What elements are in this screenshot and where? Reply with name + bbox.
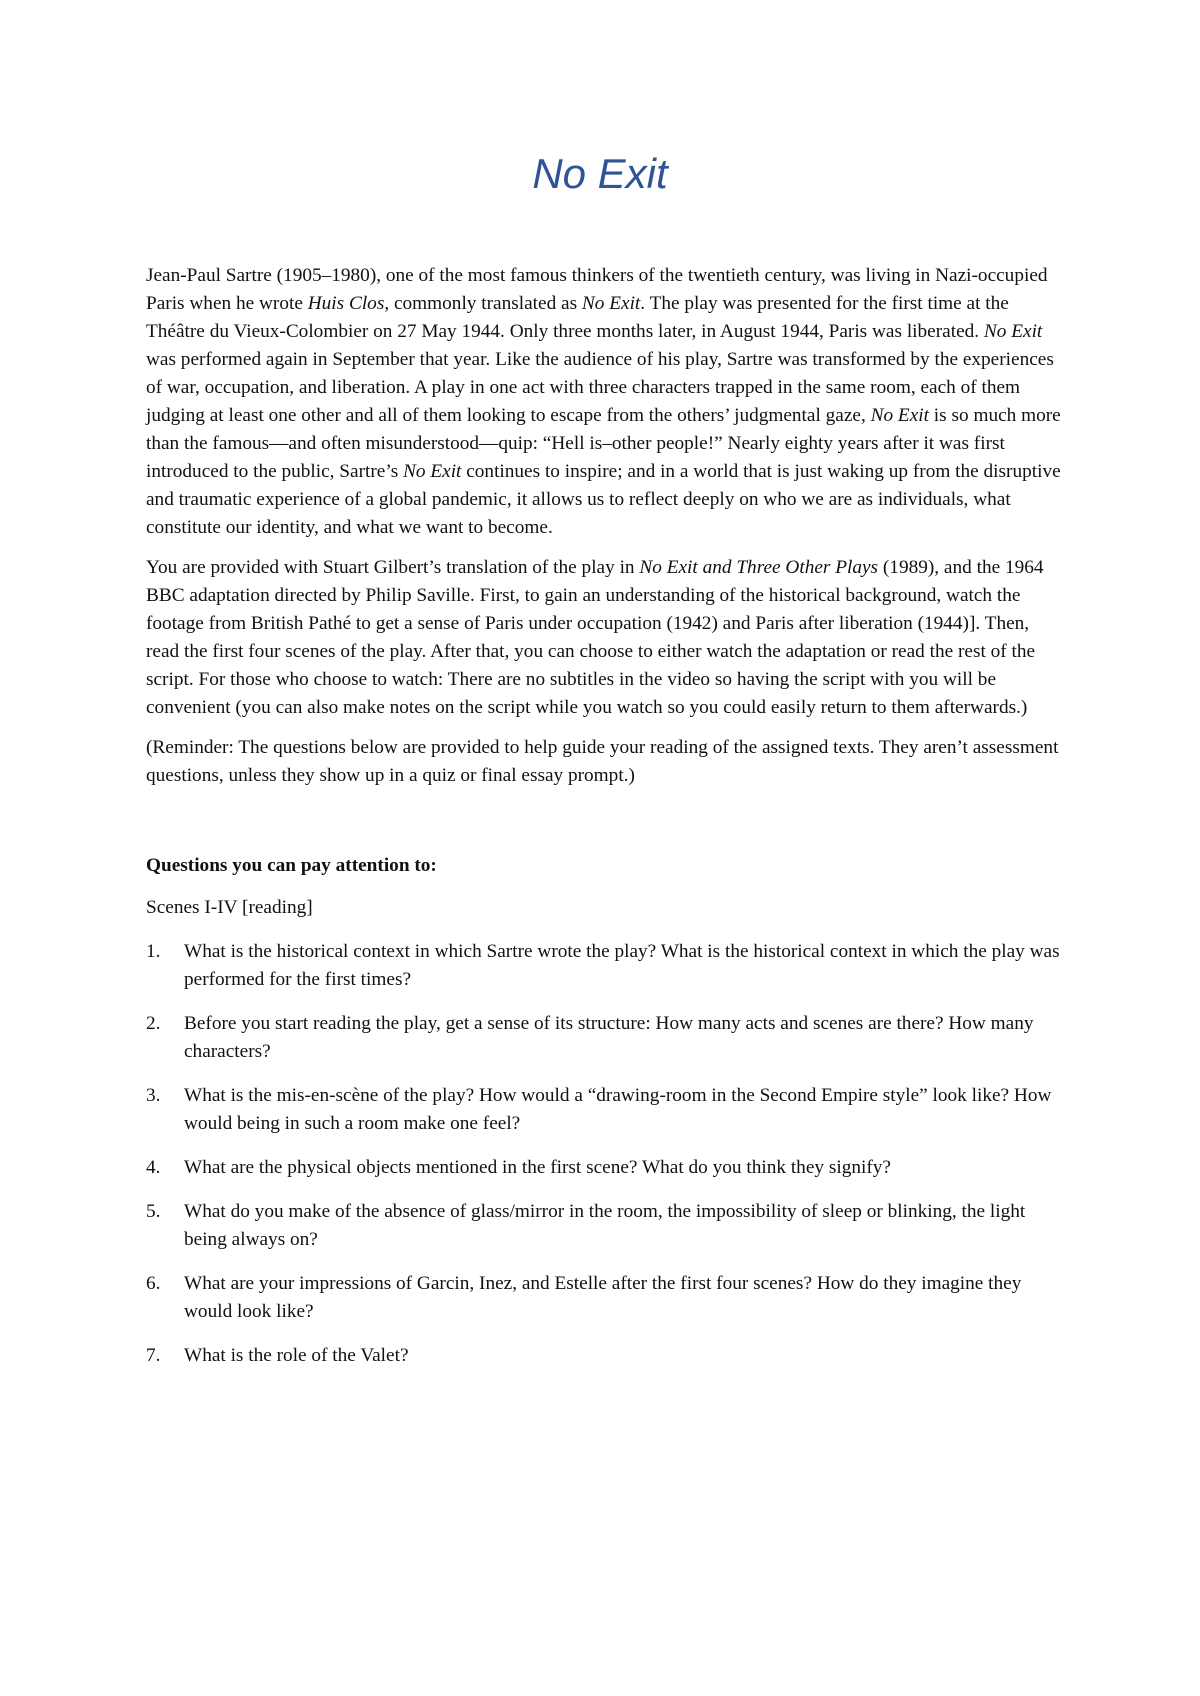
intro-text: You are provided with Stuart Gilbert’s translation of the play in: [146, 557, 640, 578]
questions-heading: Questions you can pay attention to:: [146, 855, 437, 876]
question-item: [146, 1270, 1066, 1326]
question-number: 3.: [146, 1085, 161, 1106]
intro-text: Jean-Paul Sartre (1905–1980), one of the most famous thinkers of the twentieth century, was living in Nazi-occupied Paris when he wrote: [146, 265, 1048, 314]
play-title-italic: No Exit: [870, 405, 929, 426]
question-text: What are the physical objects mentioned in the first scene? What do you think they signify?: [184, 1157, 891, 1178]
question-text: What is the historical context in which Sartre wrote the play? What is the historical context in which the play was performed for the first times?: [184, 941, 1060, 990]
question-item: [146, 1010, 1066, 1066]
intro-text: was performed again in September that year. Like the audience of his play, Sartre was transformed by the experiences of war, occupation, and liberation. A play in one act with three characters trapped in the same room, each of them judging at least one other and all of them looking to escape from the others’ judgmental gaze,: [146, 349, 1054, 426]
question-text: What are your impressions of Garcin, Inez, and Estelle after the first four scenes? How do they imagine they would look like?: [184, 1273, 1022, 1322]
question-item: [146, 1082, 1066, 1138]
question-text: What is the role of the Valet?: [184, 1345, 409, 1366]
document-body: [146, 262, 1066, 1386]
question-text: Before you start reading the play, get a sense of its structure: How many acts and scenes are there? How many characters?: [184, 1013, 1034, 1062]
question-number: 7.: [146, 1345, 161, 1366]
intro-text: continues to inspire; and in a world that is just waking up from the disruptive and traumatic experience of a global pandemic, it allows us to reflect deeply on who we are as individuals, what constitute our identity, and what we want to become.: [146, 461, 1061, 538]
reminder-paragraph: (Reminder: The questions below are provided to help guide your reading of the assigned texts. They aren’t assessment questions, unless they show up in a quiz or final essay prompt.): [146, 737, 1059, 786]
intro-paragraph-1: [146, 262, 1066, 542]
play-title-italic: Huis Clos: [307, 293, 385, 314]
intro-text: (1989), and the 1964 BBC adaptation directed by Philip Saville. First, to gain an understanding of the historical background, watch the footage from British Pathé to get a sense of Paris under occupation (1942) and Paris after liberation (1944)]. Then, read the first four scenes of the play. After that, you can choose to either watch the adaptation or read the rest of the script. For those who choose to watch: There are no subtitles in the video so having the script with you will be convenient (you can also make notes on the script while you watch so you could easily return to them afterwards.): [146, 557, 1044, 718]
play-title-italic: No Exit: [983, 321, 1043, 342]
play-title-italic: No Exit: [581, 293, 641, 314]
scene-label: Scenes I-IV [reading]: [146, 897, 313, 918]
question-item: [146, 1154, 1066, 1182]
question-number: 1.: [146, 941, 161, 962]
intro-text: . The play was presented for the first time at the Théâtre du Vieux-Colombier on 27 May 1944. Only three months later, in August 1944, Paris was liberated.: [146, 293, 1009, 342]
intro-text: , commonly translated as: [384, 293, 582, 314]
questions-list: [146, 938, 1066, 1370]
question-number: 5.: [146, 1201, 161, 1222]
intro-paragraph-2: [146, 554, 1066, 722]
document-title: No Exit: [532, 150, 668, 197]
question-number: 2.: [146, 1013, 161, 1034]
question-number: 4.: [146, 1157, 161, 1178]
question-text: What is the mis-en-scène of the play? How would a “drawing-room in the Second Empire style” look like? How would being in such a room make one feel?: [184, 1085, 1052, 1134]
question-item: [146, 1198, 1066, 1254]
question-text: What do you make of the absence of glass/mirror in the room, the impossibility of sleep or blinking, the light being always on?: [184, 1201, 1026, 1250]
intro-text: is so much more than the famous—and often misunderstood—quip: “Hell is–other people!” Nearly eighty years after it was first introduced to the public, Sartre’s: [146, 405, 1061, 482]
question-number: 6.: [146, 1273, 161, 1294]
play-title-italic: No Exit: [403, 461, 462, 482]
question-item: [146, 938, 1066, 994]
question-item: [146, 1342, 1066, 1370]
book-title-italic: No Exit and Three Other Plays: [639, 557, 879, 578]
